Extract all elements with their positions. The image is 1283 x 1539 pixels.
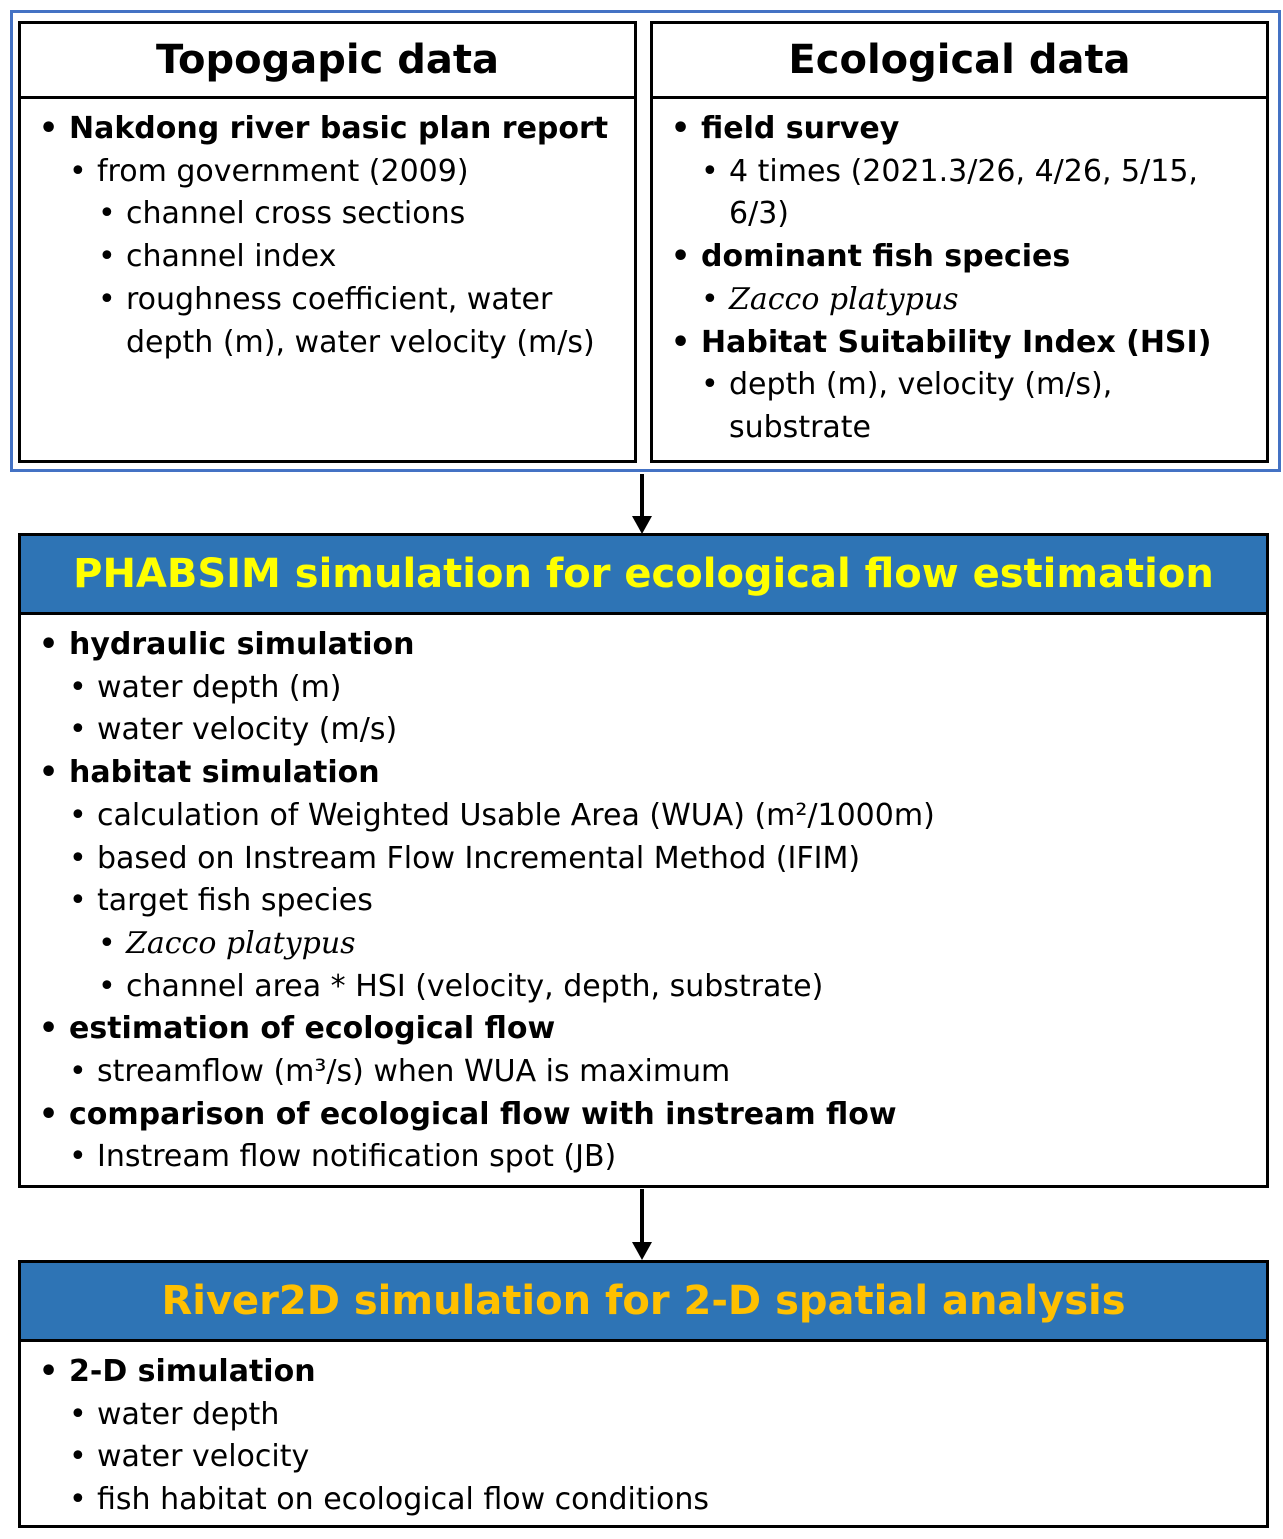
list-item: • water depth (m) (21, 667, 1266, 710)
list-item: • water depth (21, 1394, 1266, 1437)
list-item: • 2-D simulation (21, 1351, 1266, 1394)
list-item: • comparison of ecological flow with instream flow (21, 1094, 1266, 1137)
list-item: • habitat simulation (21, 752, 1266, 795)
list-item: • field survey (653, 108, 1266, 151)
arrow-down-icon (632, 1242, 652, 1260)
list-item: • water velocity (m/s) (21, 709, 1266, 752)
list-item: • depth (m), velocity (m/s), (653, 364, 1266, 407)
list-item: • Nakdong river basic plan report (21, 108, 634, 151)
list-item: • roughness coefficient, water (21, 279, 634, 322)
list-item: • target fish species (21, 880, 1266, 923)
list-item-continuation: depth (m), water velocity (m/s) (126, 324, 595, 360)
topographic-data-box (18, 21, 637, 463)
list-item: • estimation of ecological flow (21, 1008, 1266, 1051)
list-item: • channel area * HSI (velocity, depth, substrate) (21, 966, 1266, 1009)
flow-arrow-shaft (640, 474, 644, 520)
ecological-list (653, 99, 1266, 450)
list-item: • hydraulic simulation (21, 624, 1266, 667)
flow-arrow-shaft (640, 1189, 644, 1246)
river2d-list (21, 1342, 1266, 1522)
list-item: • 4 times (2021.3/26, 4/26, 5/15, (653, 151, 1266, 194)
list-item-continuation: substrate (729, 409, 872, 445)
river2d-title: River2D simulation for 2-D spatial analysis (21, 1263, 1266, 1342)
list-item: • Instream flow notification spot (JB) (21, 1136, 1266, 1179)
list-item: • from government (2009) (21, 151, 634, 194)
phabsim-title: PHABSIM simulation for ecological flow estimation (21, 536, 1266, 615)
list-item: • streamflow (m³/s) when WUA is maximum (21, 1051, 1266, 1094)
arrow-down-icon (632, 516, 652, 534)
ecological-data-box (650, 21, 1269, 463)
list-item: • based on Instream Flow Incremental Method (IFIM) (21, 838, 1266, 881)
list-item: • calculation of Weighted Usable Area (WUA) (m²/1000m) (21, 795, 1266, 838)
topographic-title: Topogapic data (21, 24, 634, 99)
topographic-list (21, 99, 634, 364)
phabsim-list (21, 615, 1266, 1179)
list-item-species: • Zacco platypus (653, 279, 1266, 322)
list-item: • dominant fish species (653, 236, 1266, 279)
list-item-species: • Zacco platypus (21, 923, 1266, 966)
list-item-continuation: 6/3) (729, 196, 789, 232)
list-item: • channel index (21, 236, 634, 279)
list-item: • fish habitat on ecological flow conditions (21, 1479, 1266, 1522)
list-item: • water velocity (21, 1436, 1266, 1479)
ecological-title: Ecological data (653, 24, 1266, 99)
list-item: • Habitat Suitability Index (HSI) (653, 322, 1266, 365)
list-item: • channel cross sections (21, 193, 634, 236)
river2d-box (18, 1260, 1269, 1528)
phabsim-box (18, 533, 1269, 1188)
